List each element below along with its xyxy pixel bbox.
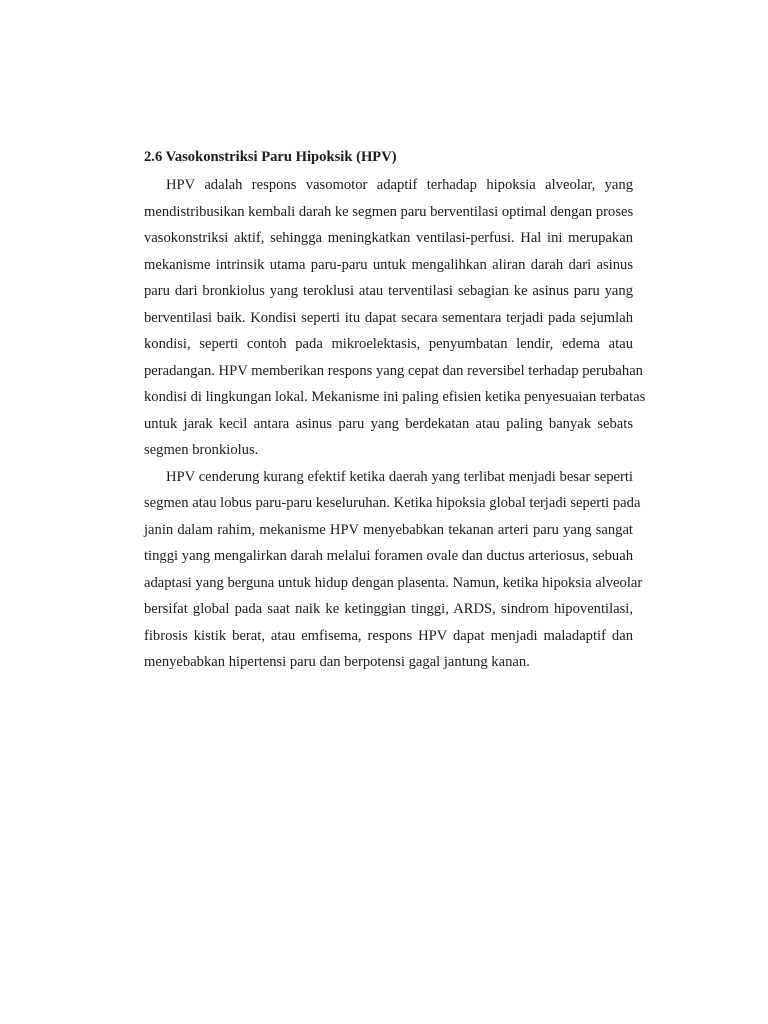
paragraph-line: bersifat global pada saat naik ke ketinggian tinggi, ARDS, sindrom hipoventilasi, xyxy=(144,601,633,617)
paragraph-line: segmen bronkiolus. xyxy=(144,442,259,458)
paragraph-2 xyxy=(144,464,643,676)
section-heading: 2.6 Vasokonstriksi Paru Hipoksik (HPV) xyxy=(144,149,397,165)
paragraph-line: paru dari bronkiolus yang teroklusi atau terventilasi sebagian ke asinus paru yang xyxy=(144,283,633,299)
paragraph-line: vasokonstriksi aktif, sehingga meningkatkan ventilasi-perfusi. Hal ini merupakan xyxy=(144,230,633,246)
document-body xyxy=(144,146,646,676)
paragraph-line: mekanisme intrinsik utama paru-paru untuk mengalihkan aliran darah dari asinus xyxy=(144,256,633,273)
paragraph-line: segmen atau lobus paru-paru keseluruhan. Ketika hipoksia global terjadi seperti pada xyxy=(144,495,641,511)
paragraph-line: adaptasi yang berguna untuk hidup dengan plasenta. Namun, ketika hipoksia alveolar xyxy=(144,574,643,591)
paragraph-line: peradangan. HPV memberikan respons yang cepat dan reversibel terhadap perubahan xyxy=(144,362,643,379)
paragraph-line: janin dalam rahim, mekanisme HPV menyebabkan tekanan arteri paru yang sangat xyxy=(144,521,633,538)
paragraph-line: berventilasi baik. Kondisi seperti itu dapat secara sementara terjadi pada sejumlah xyxy=(144,309,633,326)
paragraph-line: kondisi di lingkungan lokal. Mekanisme ini paling efisien ketika penyesuaian terbatas xyxy=(144,389,646,405)
paragraph-line: mendistribusikan kembali darah ke segmen paru berventilasi optimal dengan proses xyxy=(144,203,634,220)
paragraph-line: tinggi yang mengalirkan darah melalui foramen ovale dan ductus arteriosus, sebuah xyxy=(144,548,633,564)
paragraph-line: HPV adalah respons vasomotor adaptif terhadap hipoksia alveolar, yang xyxy=(166,177,633,193)
paragraph-1 xyxy=(144,172,646,464)
paragraph-line: HPV cenderung kurang efektif ketika daerah yang terlibat menjadi besar seperti xyxy=(166,468,633,485)
paragraph-line: fibrosis kistik berat, atau emfisema, respons HPV dapat menjadi maladaptif dan xyxy=(144,627,633,644)
paragraph-line: menyebabkan hipertensi paru dan berpotensi gagal jantung kanan. xyxy=(144,654,530,670)
paragraph-line: untuk jarak kecil antara asinus paru yang berdekatan atau paling banyak sebats xyxy=(144,415,633,432)
paragraph-line: kondisi, seperti contoh pada mikroelektasis, penyumbatan lendir, edema atau xyxy=(144,336,633,352)
